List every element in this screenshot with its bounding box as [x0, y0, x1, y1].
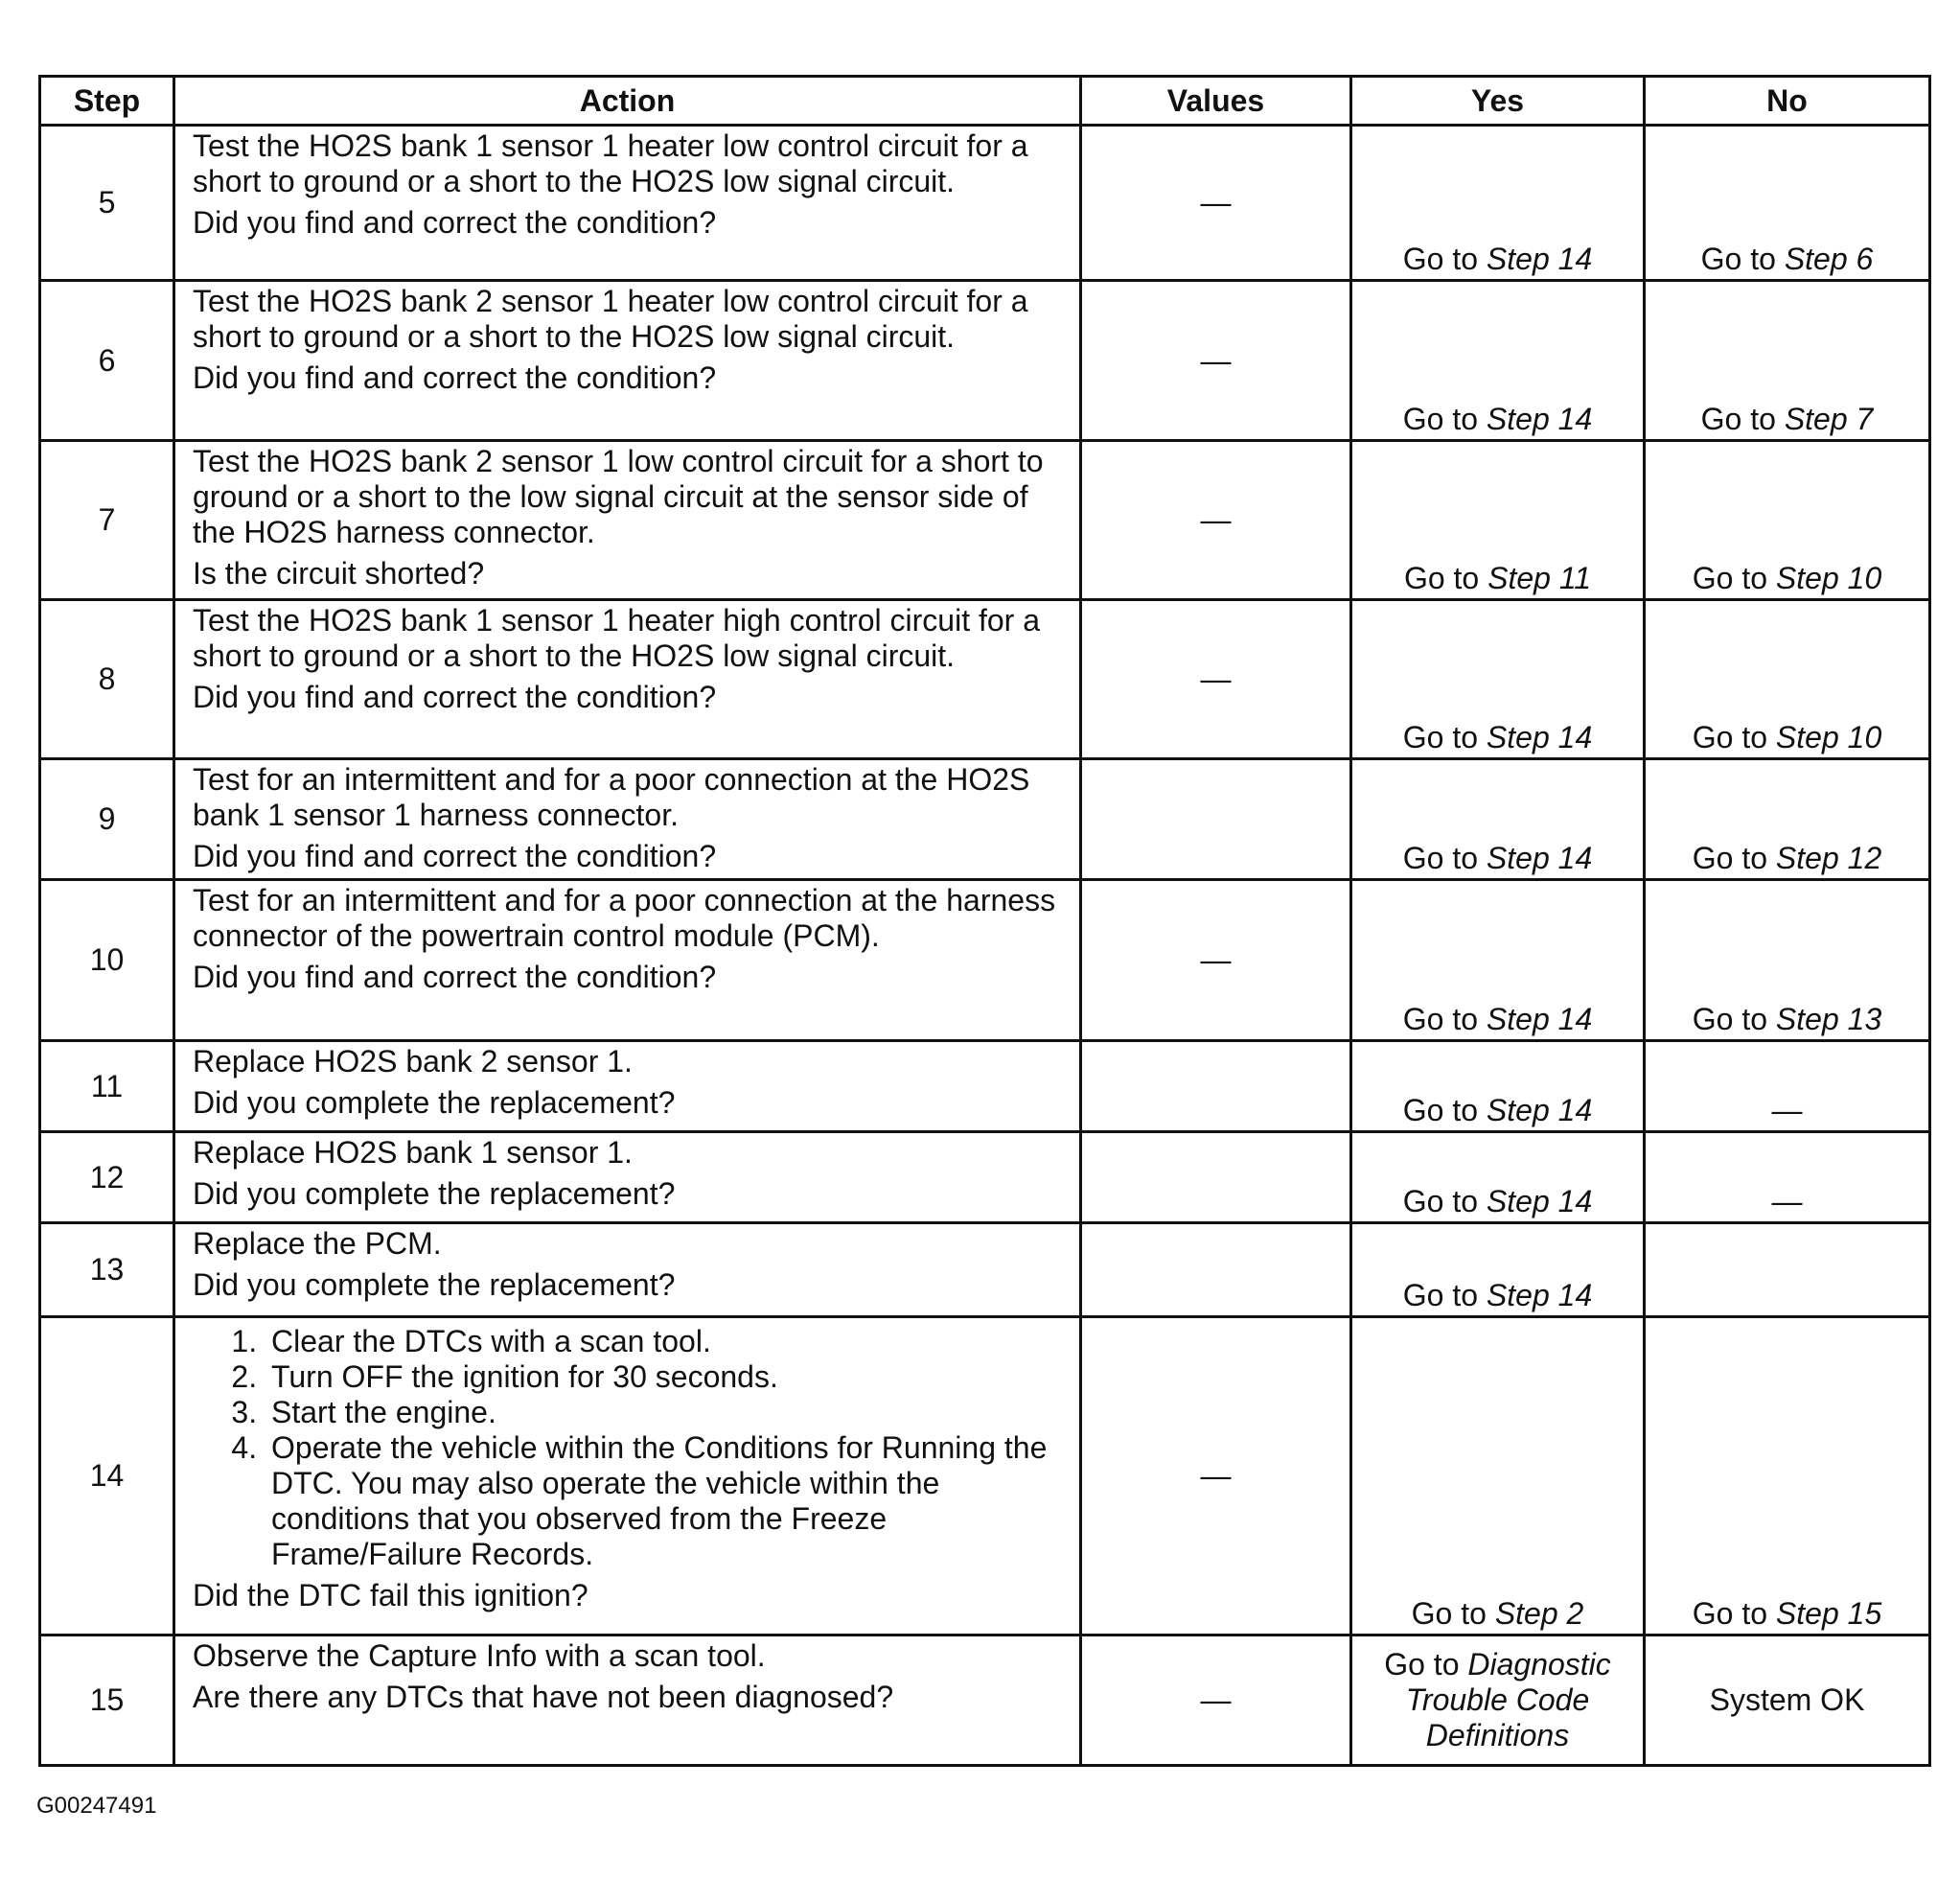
- action-text: Test the HO2S bank 2 sensor 1 heater low control circuit for a short to ground or a short to the HO2S low signal circuit.: [193, 284, 1028, 354]
- action-cell: [174, 1223, 1081, 1317]
- values-cell: [1081, 1223, 1351, 1317]
- action-question: Did you find and correct the condition?: [193, 839, 717, 873]
- yes-cell: [1351, 880, 1645, 1041]
- action-question: Did you complete the replacement?: [193, 1085, 676, 1120]
- yes-cell: [1351, 1223, 1645, 1317]
- action-cell: [174, 1132, 1081, 1223]
- step-reference: Step 14: [1486, 1093, 1593, 1127]
- no-cell: [1645, 441, 1930, 600]
- step-reference: Step 7: [1784, 402, 1874, 436]
- action-cell: [174, 759, 1081, 880]
- step-number: 15: [40, 1635, 174, 1766]
- step-reference: Step 10: [1775, 720, 1882, 754]
- action-cell: [174, 1041, 1081, 1132]
- step-reference: Step 2: [1494, 1596, 1584, 1631]
- yes-cell: [1351, 441, 1645, 600]
- table-row: [40, 600, 1930, 759]
- action-question: Did the DTC fail this ignition?: [193, 1578, 588, 1612]
- goto-prefix: Go to: [1384, 1647, 1468, 1682]
- goto-prefix: Go to: [1700, 402, 1785, 436]
- yes-cell: [1351, 1635, 1645, 1766]
- step-number: 14: [40, 1317, 174, 1635]
- header-no: No: [1645, 77, 1930, 126]
- step-reference: Step 14: [1486, 841, 1593, 875]
- goto-prefix: Go to: [1692, 841, 1776, 875]
- action-text: Test the HO2S bank 1 sensor 1 heater high control circuit for a short to ground or a short to the HO2S low signal circuit.: [193, 603, 1041, 673]
- table-row: [40, 1223, 1930, 1317]
- table-row: [40, 281, 1930, 441]
- goto-prefix: Go to: [1411, 1596, 1495, 1631]
- action-text: Replace the PCM.: [193, 1226, 442, 1261]
- values-cell: —: [1081, 1317, 1351, 1635]
- action-cell: [174, 126, 1081, 281]
- goto-prefix: Go to: [1402, 1184, 1487, 1218]
- step-reference: Step 10: [1775, 561, 1882, 595]
- header-step: Step: [40, 77, 174, 126]
- step-reference: Diagnostic Trouble Code: [1405, 1647, 1611, 1717]
- action-text: Test the HO2S bank 2 sensor 1 low control circuit for a short to ground or a short to the low signal circuit at the sensor side of the HO2S harness connector.: [193, 444, 1044, 549]
- header-yes: Yes: [1351, 77, 1645, 126]
- step-reference: Step 14: [1486, 402, 1593, 436]
- no-cell: [1645, 1635, 1930, 1766]
- step-reference: Step 11: [1487, 561, 1592, 595]
- table-row: [40, 880, 1930, 1041]
- action-cell: [174, 1635, 1081, 1766]
- no-cell: [1645, 126, 1930, 281]
- step-reference: Step 14: [1486, 242, 1593, 276]
- action-text: Test for an intermittent and for a poor connection at the HO2S bank 1 sensor 1 harness connector.: [193, 762, 1030, 832]
- goto-prefix: Go to: [1402, 242, 1487, 276]
- values-cell: [1081, 1132, 1351, 1223]
- yes-cell: [1351, 1317, 1645, 1635]
- step-reference: Step 15: [1775, 1596, 1882, 1631]
- goto-prefix: Go to: [1402, 1093, 1487, 1127]
- step-reference: Step 13: [1775, 1002, 1882, 1036]
- action-cell: [174, 281, 1081, 441]
- answer-text: —: [1771, 1184, 1803, 1218]
- yes-cell: [1351, 281, 1645, 441]
- step-number: 6: [40, 281, 174, 441]
- header-values: Values: [1081, 77, 1351, 126]
- table-row: [40, 1132, 1930, 1223]
- yes-cell: [1351, 126, 1645, 281]
- answer-text: System OK: [1709, 1682, 1865, 1717]
- yes-cell: [1351, 1041, 1645, 1132]
- step-number: 5: [40, 126, 174, 281]
- values-cell: [1081, 1041, 1351, 1132]
- no-cell: [1645, 880, 1930, 1041]
- goto-prefix: Go to: [1402, 1002, 1487, 1036]
- header-row: [40, 77, 1930, 126]
- values-cell: [1081, 759, 1351, 880]
- step-reference: Step 6: [1784, 242, 1874, 276]
- step-number: 13: [40, 1223, 174, 1317]
- list-item: 2. Turn OFF the ignition for 30 seconds.: [265, 1359, 1066, 1395]
- goto-prefix: Go to: [1692, 1002, 1776, 1036]
- action-cell: [174, 1317, 1081, 1635]
- action-question: Did you find and correct the condition?: [193, 680, 717, 714]
- table-row: [40, 1317, 1930, 1635]
- action-question: Are there any DTCs that have not been diagnosed?: [193, 1680, 894, 1714]
- table-row: [40, 759, 1930, 880]
- action-cell: [174, 441, 1081, 600]
- list-item: 3. Start the engine.: [265, 1395, 1066, 1430]
- table-body: [40, 126, 1930, 1766]
- goto-prefix: Go to: [1402, 841, 1487, 875]
- step-number: 9: [40, 759, 174, 880]
- step-reference: Step 12: [1775, 841, 1882, 875]
- no-cell: [1645, 600, 1930, 759]
- step-reference: Step 14: [1486, 720, 1593, 754]
- goto-prefix: Go to: [1700, 242, 1785, 276]
- action-cell: [174, 600, 1081, 759]
- goto-prefix: Go to: [1402, 1278, 1487, 1312]
- table-row: [40, 126, 1930, 281]
- figure-id: G00247491: [36, 1793, 157, 1819]
- values-cell: —: [1081, 126, 1351, 281]
- values-cell: —: [1081, 441, 1351, 600]
- action-question: Did you complete the replacement?: [193, 1267, 676, 1302]
- yes-cell: [1351, 1132, 1645, 1223]
- yes-cell: [1351, 600, 1645, 759]
- values-cell: —: [1081, 600, 1351, 759]
- header-action: Action: [174, 77, 1081, 126]
- action-text: Observe the Capture Info with a scan tool.: [193, 1638, 766, 1673]
- step-reference: Step 14: [1486, 1278, 1593, 1312]
- list-item: 4. Operate the vehicle within the Conditions for Running the DTC. You may also operate the vehicle within the conditions that you observed from the Freeze Frame/Failure Records.: [265, 1430, 1066, 1572]
- step-reference: Step 14: [1486, 1002, 1593, 1036]
- action-text: Replace HO2S bank 1 sensor 1.: [193, 1135, 633, 1170]
- goto-prefix: Go to: [1402, 720, 1487, 754]
- step-number: 10: [40, 880, 174, 1041]
- list-item: 1. Clear the DTCs with a scan tool.: [265, 1324, 1066, 1359]
- action-text: Test the HO2S bank 1 sensor 1 heater low control circuit for a short to ground or a short to the HO2S low signal circuit.: [193, 128, 1028, 198]
- no-cell: [1645, 1223, 1930, 1317]
- step-number: 7: [40, 441, 174, 600]
- goto-prefix: Go to: [1692, 561, 1776, 595]
- goto-prefix: Go to: [1692, 1596, 1776, 1631]
- table-row: [40, 1041, 1930, 1132]
- step-number: 8: [40, 600, 174, 759]
- step-number: 12: [40, 1132, 174, 1223]
- diagnostic-table: [38, 75, 1931, 1767]
- step-number: 11: [40, 1041, 174, 1132]
- action-question: Did you find and correct the condition?: [193, 960, 717, 994]
- values-cell: —: [1081, 1635, 1351, 1766]
- values-cell: —: [1081, 880, 1351, 1041]
- goto-prefix: Go to: [1403, 561, 1488, 595]
- table-row: [40, 1635, 1930, 1766]
- action-question: Did you find and correct the condition?: [193, 205, 717, 240]
- action-text: Replace HO2S bank 2 sensor 1.: [193, 1044, 633, 1079]
- action-question: Did you find and correct the condition?: [193, 360, 717, 395]
- goto-prefix: Go to: [1692, 720, 1776, 754]
- no-cell: [1645, 1132, 1930, 1223]
- no-cell: [1645, 1317, 1930, 1635]
- no-cell: [1645, 1041, 1930, 1132]
- no-cell: [1645, 759, 1930, 880]
- action-list: [193, 1324, 1066, 1572]
- no-cell: [1645, 281, 1930, 441]
- goto-prefix: Go to: [1402, 402, 1487, 436]
- action-cell: [174, 880, 1081, 1041]
- yes-cell: [1351, 759, 1645, 880]
- answer-text: —: [1771, 1093, 1803, 1127]
- action-question: Did you complete the replacement?: [193, 1176, 676, 1211]
- values-cell: —: [1081, 281, 1351, 441]
- action-question: Is the circuit shorted?: [193, 556, 485, 591]
- action-text: Test for an intermittent and for a poor connection at the harness connector of the powertrain control module (PCM).: [193, 883, 1056, 953]
- step-reference: Step 14: [1486, 1184, 1593, 1218]
- step-reference-suffix: Definitions: [1425, 1718, 1570, 1752]
- table-row: [40, 441, 1930, 600]
